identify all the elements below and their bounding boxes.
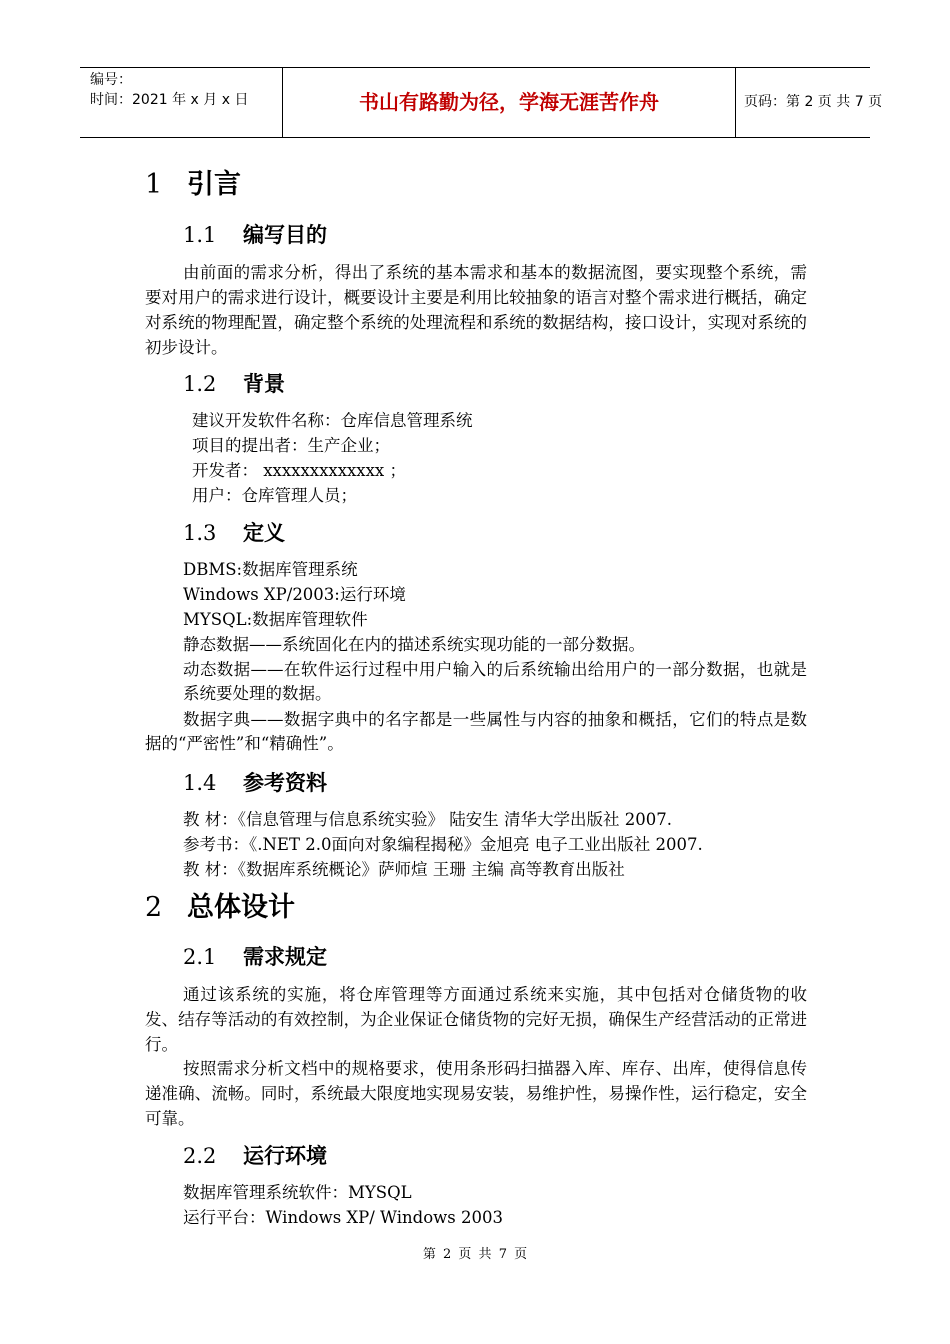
section-number: 2.1 <box>183 945 217 969</box>
header-motto-cell <box>282 68 736 137</box>
section-1-4-heading <box>183 770 327 796</box>
section-number: 1.2 <box>183 372 217 396</box>
section-title: 引言 <box>187 169 241 200</box>
section-title: 运行环境 <box>243 1144 327 1168</box>
section-title: 定义 <box>243 521 285 545</box>
definition-dynamic-data: 动态数据——在软件运行过程中用户输入的后系统输出给用户的一部分数据，也就是系统要处理的数据。 <box>183 660 807 703</box>
environment-line: 运行平台：Windows XP/ Windows 2003 <box>183 1208 503 1227</box>
requirements-paragraph-1: 通过该系统的实施，将仓库管理等方面通过系统来实施，其中包括对仓储货物的收发、结存等活动的有效控制，为企业保证仓储货物的完好无损，确保生产经营活动的正常进行。 <box>145 985 807 1054</box>
header-info-cell <box>80 68 282 137</box>
section-title: 总体设计 <box>187 892 295 923</box>
section-number: 1.1 <box>183 223 217 247</box>
background-line: 建议开发软件名称：仓库信息管理系统 <box>192 411 473 430</box>
section-2-1-heading <box>183 944 327 970</box>
page-header <box>80 67 883 138</box>
page-footer: 第 2 页 共 7 页 <box>422 1247 528 1262</box>
section-1-heading <box>145 169 241 201</box>
page-number-label: 页码：第 2 页 共 7 页 <box>744 94 883 110</box>
definition-line: MYSQL:数据库管理软件 <box>183 610 368 629</box>
section-2-heading <box>145 892 295 924</box>
document-number-label: 编号： <box>90 72 132 88</box>
requirements-paragraph-2: 按照需求分析文档中的规格要求，使用条形码扫描器入库、库存、出库，使得信息传递准确、流畅。同时，系统最大限度地实现易安装，易维护性，易操作性，运行稳定，安全可靠。 <box>145 1059 807 1128</box>
section-title: 需求规定 <box>243 945 327 969</box>
definition-data-dictionary: 数据字典——数据字典中的名字都是一些属性与内容的抽象和概括，它们的特点是数据的“严密性”和“精确性”。 <box>145 710 807 753</box>
section-title: 背景 <box>243 372 285 396</box>
purpose-paragraph: 由前面的需求分析，得出了系统的基本需求和基本的数据流图，要实现整个系统，需要对用户的需求进行设计，概要设计主要是利用比较抽象的语言对整个需求进行概括，确定对系统的物理配置，确定整个系统的处理流程和系统的数据结构，接口设计，实现对系统的初步设计。 <box>145 263 807 357</box>
section-2-2-heading <box>183 1143 327 1169</box>
definition-line: Windows XP/2003:运行环境 <box>183 585 406 604</box>
definition-line: DBMS:数据库管理系统 <box>183 560 358 579</box>
background-line: 用户：仓库管理人员； <box>192 486 357 505</box>
section-number: 1.4 <box>183 771 217 795</box>
section-number: 2 <box>145 892 163 923</box>
environment-line: 数据库管理系统软件：MYSQL <box>183 1183 412 1202</box>
section-1-1-heading <box>183 222 327 248</box>
section-title: 参考资料 <box>243 771 327 795</box>
motto-text: 书山有路勤为径，学海无涯苦作舟 <box>359 90 659 114</box>
section-number: 2.2 <box>183 1144 217 1168</box>
reference-line: 教 材：《数据库系统概论》萨师煊 王珊 主编 高等教育出版社 <box>183 860 625 879</box>
reference-line: 教 材：《信息管理与信息系统实验》 陆安生 清华大学出版社 2007. <box>183 810 672 829</box>
section-1-3-heading <box>183 520 285 546</box>
header-page-cell <box>735 68 883 137</box>
background-line: 项目的提出者：生产企业； <box>192 436 390 455</box>
section-number: 1.3 <box>183 521 217 545</box>
date-label: 时间：2021 年 x 月 x 日 <box>90 92 249 108</box>
reference-line: 参考书：《.NET 2.0面向对象编程揭秘》金旭亮 电子工业出版社 2007. <box>183 835 703 854</box>
background-line: 开发者： xxxxxxxxxxxxx ； <box>192 461 406 480</box>
definition-line: 静态数据——系统固化在内的描述系统实现功能的一部分数据。 <box>183 635 645 654</box>
section-number: 1 <box>145 169 163 200</box>
section-1-2-heading <box>183 371 285 397</box>
section-title: 编写目的 <box>243 223 327 247</box>
